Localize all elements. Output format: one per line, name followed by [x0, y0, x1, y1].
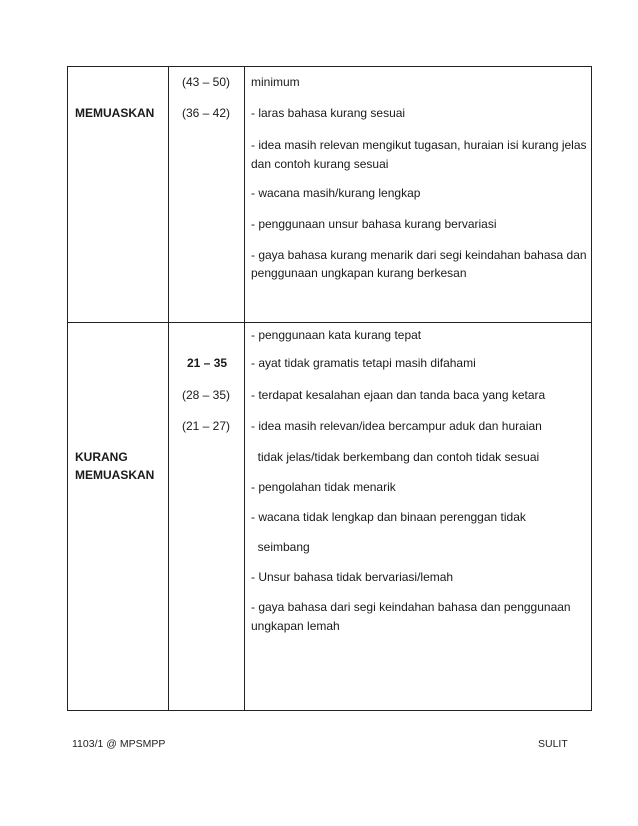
descriptor-line: - wacana tidak lengkap dan binaan perenggan tidak: [251, 510, 526, 524]
table-right-border: [591, 66, 592, 711]
descriptor-line: - wacana masih/kurang lengkap: [251, 186, 421, 200]
score-range: (28 – 35): [182, 388, 231, 402]
band-label-memuaskan-2: MEMUASKAN: [75, 468, 155, 482]
descriptor-line: - gaya bahasa dari segi keindahan bahasa dan penggunaan: [251, 600, 571, 614]
descriptor-line: - terdapat kesalahan ejaan dan tanda baca yang ketara: [251, 388, 546, 402]
descriptor-line: - idea masih relevan/idea bercampur aduk dan huraian: [251, 419, 542, 433]
footer-right: SULIT: [538, 738, 568, 750]
score-range: (36 – 42): [182, 106, 231, 120]
descriptor-line: minimum: [251, 75, 300, 89]
footer-left: 1103/1 @ MPSMPP: [72, 738, 166, 750]
descriptor-line: - pengolahan tidak menarik: [251, 480, 396, 494]
descriptor-line: ungkapan lemah: [251, 619, 340, 633]
score-range-total: 21 – 35: [187, 356, 228, 370]
descriptor-line: - gaya bahasa kurang menarik dari segi keindahan bahasa dan: [251, 248, 587, 262]
table-bottom-border: [67, 710, 592, 711]
band-label-kurang: KURANG: [75, 450, 128, 464]
descriptor-line: - penggunaan kata kurang tepat: [251, 328, 422, 342]
descriptor-line: - idea masih relevan mengikut tugasan, huraian isi kurang jelas: [251, 138, 587, 152]
descriptor-line: tidak jelas/tidak berkembang dan contoh tidak sesuai: [251, 450, 540, 464]
descriptor-line: - laras bahasa kurang sesuai: [251, 106, 406, 120]
column-divider-1: [168, 66, 169, 711]
descriptor-line: - Unsur bahasa tidak bervariasi/lemah: [251, 570, 454, 584]
score-range: (43 – 50): [182, 75, 231, 89]
table-top-border: [67, 66, 592, 67]
band-label-memuaskan: MEMUASKAN: [75, 106, 155, 120]
table-left-border: [67, 66, 68, 711]
descriptor-line: - penggunaan unsur bahasa kurang bervariasi: [251, 217, 497, 231]
score-range: (21 – 27): [182, 419, 231, 433]
column-divider-2: [244, 66, 245, 711]
descriptor-line: dan contoh kurang sesuai: [251, 157, 389, 171]
rubric-table: [67, 66, 592, 711]
descriptor-line: - ayat tidak gramatis tetapi masih difahami: [251, 356, 476, 370]
table-row-divider: [67, 322, 592, 323]
descriptor-line: seimbang: [251, 540, 310, 554]
descriptor-line: penggunaan ungkapan kurang berkesan: [251, 266, 467, 280]
